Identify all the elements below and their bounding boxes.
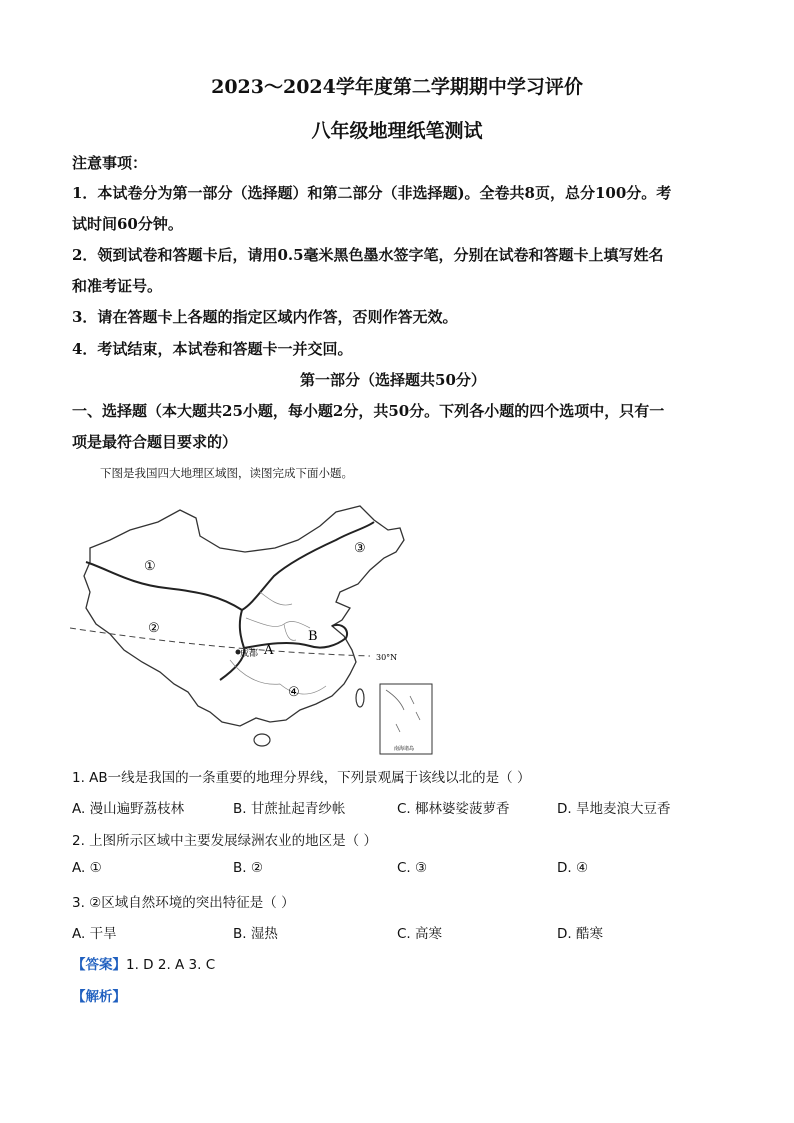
q1-option-d[interactable]: D. 旱地麦浪大豆香	[557, 801, 671, 817]
question-2-stem: 2. 上图所示区域中主要发展绿洲农业的地区是（ ）	[72, 833, 377, 849]
note-3: 3．请在答题卡上各题的指定区域内作答，否则作答无效。	[72, 308, 458, 326]
china-outline	[84, 506, 404, 726]
section-instructions-line1: 一、选择题（本大题共25小题，每小题2分，共50分。下列各小题的四个选项中，只有一	[72, 402, 665, 420]
answer-label: 【答案】	[72, 957, 126, 973]
exam-subtitle: 八年级地理纸笔测试	[311, 120, 483, 142]
chengdu-label: 成都	[240, 649, 259, 659]
notes-heading: 注意事项：	[72, 154, 148, 172]
china-regions-map	[70, 500, 440, 760]
note-4: 4．考试结束，本试卷和答题卡一并交回。	[72, 340, 353, 358]
q3-option-c[interactable]: C. 高寒	[397, 926, 443, 942]
latitude-label: 30°N	[376, 653, 398, 662]
qinling-huaihe-line	[244, 625, 347, 648]
q3-option-b[interactable]: B. 湿热	[233, 926, 278, 942]
region-2-label: ②	[148, 621, 160, 636]
north-west-boundary	[86, 522, 374, 610]
question-1-stem: 1. AB一线是我国的一条重要的地理分界线，下列景观属于该线以北的是（ ）	[72, 770, 531, 786]
q3-option-a[interactable]: A. 干旱	[72, 926, 117, 942]
inset-label: 南海诸岛	[394, 746, 415, 752]
region-4-label: ④	[288, 685, 300, 700]
q2-option-c[interactable]: C. ③	[397, 860, 428, 876]
region-1-label: ①	[144, 559, 156, 574]
plateau-boundary	[220, 610, 244, 680]
q1-option-b[interactable]: B. 甘蔗扯起青纱帐	[233, 801, 346, 817]
exam-title: 2023～2024学年度第二学期期中学习评价	[211, 76, 583, 98]
q1-option-a[interactable]: A. 漫山遍野荔枝林	[72, 801, 185, 817]
south-china-sea-inset	[380, 684, 432, 754]
label-a: A	[264, 643, 274, 658]
note-2-line2: 和准考证号。	[72, 277, 163, 295]
note-1-line2: 试时间60分钟。	[72, 215, 183, 233]
note-1-line1: 1．本试卷分为第一部分（选择题）和第二部分（非选择题)。全卷共8页，总分100分。考	[72, 184, 672, 202]
analysis-label: 【解析】	[72, 989, 126, 1005]
section-instructions-line2: 项是最符合题目要求的）	[72, 433, 238, 451]
q2-option-b[interactable]: B. ②	[233, 860, 263, 876]
label-b: B	[308, 629, 318, 644]
part1-heading: 第一部分（选择题共50分）	[300, 371, 486, 389]
q2-option-a[interactable]: A. ①	[72, 860, 102, 876]
map-caption: 下图是我国四大地理区域图，读图完成下面小题。	[100, 466, 353, 480]
region-3-label: ③	[354, 541, 366, 556]
question-3-stem: 3. ②区域自然环境的突出特征是（ ）	[72, 895, 295, 911]
answer-text: 1. D 2. A 3. C	[126, 957, 216, 973]
note-2-line1: 2．领到试卷和答题卡后，请用0.5毫米黑色墨水签字笔，分别在试卷和答题卡上填写姓名	[72, 246, 664, 264]
answer-line	[72, 953, 215, 973]
q1-option-c[interactable]: C. 椰林婆娑菠萝香	[397, 801, 510, 817]
q2-option-d[interactable]: D. ④	[557, 860, 589, 876]
q3-option-d[interactable]: D. 酷寒	[557, 926, 603, 942]
